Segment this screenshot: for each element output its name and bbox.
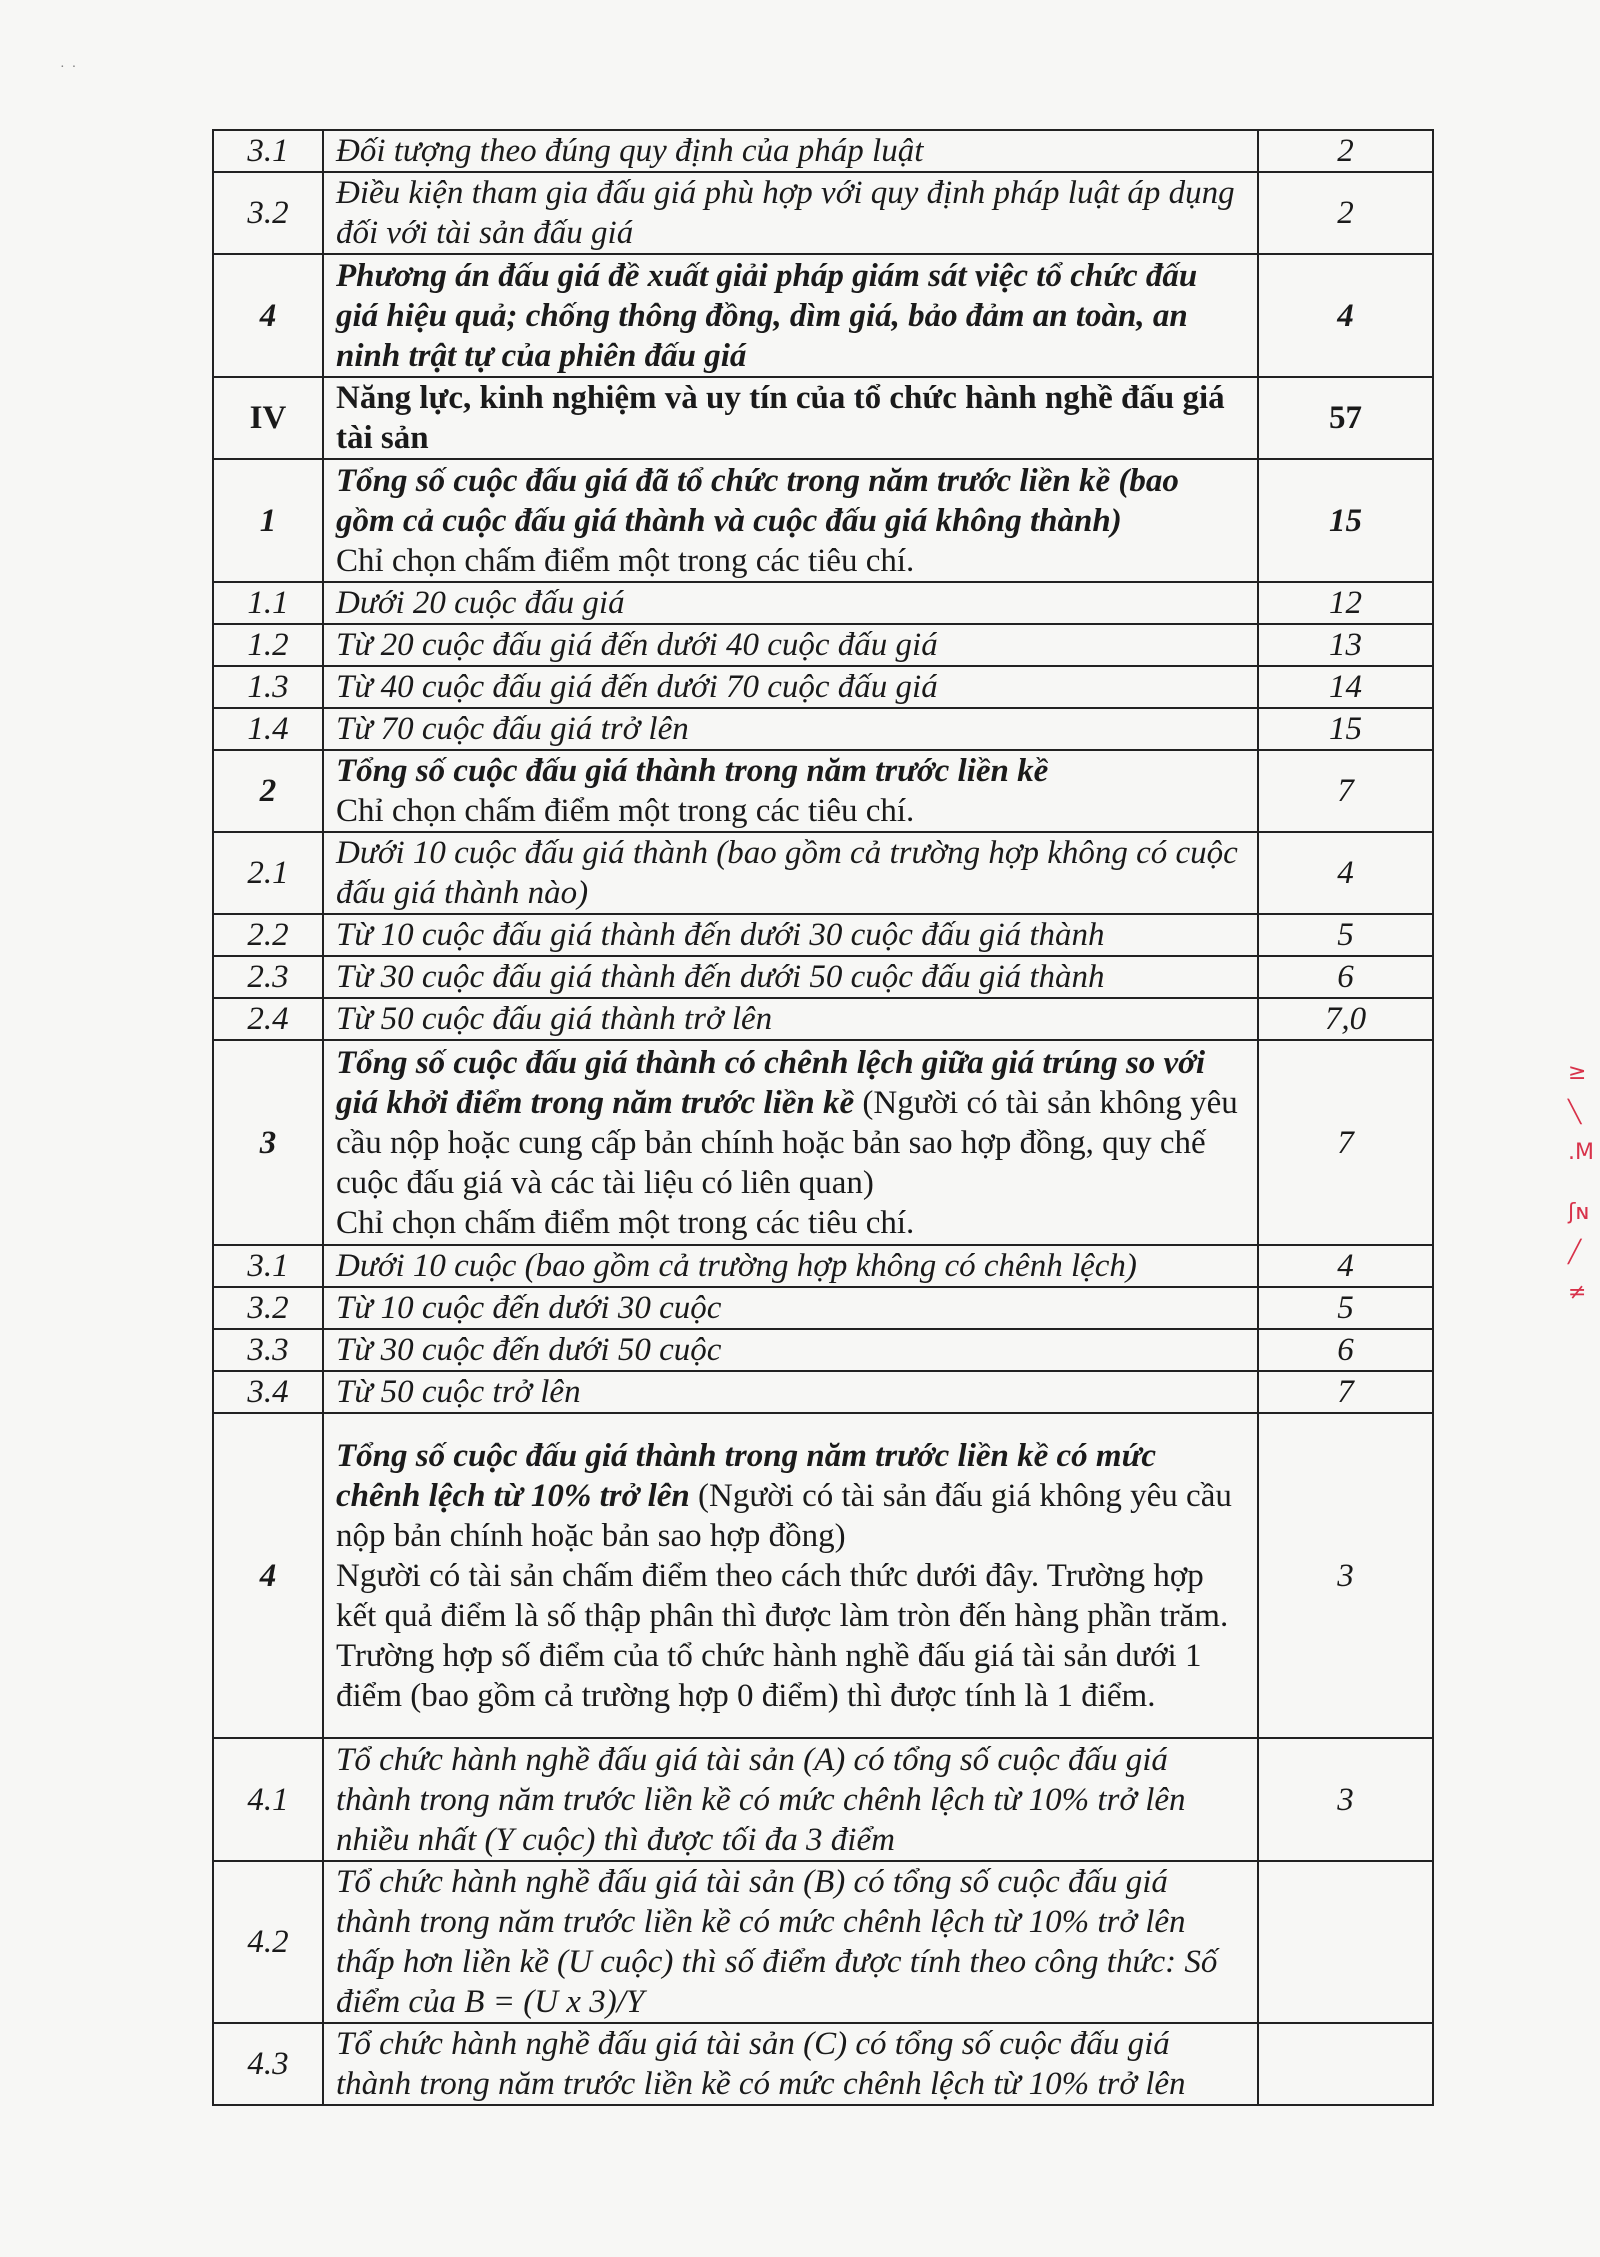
criterion-text: Từ 20 cuộc đấu giá đến dưới 40 cuộc đấu giá (323, 624, 1258, 666)
points-cell: 12 (1258, 582, 1433, 624)
scoring-criteria-table (212, 129, 1434, 2106)
criterion-heading: Tổng số cuộc đấu giá đã tổ chức trong năm trước liền kề (bao gồm cả cuộc đấu giá thành và cuộc đấu giá không thành) (336, 462, 1179, 539)
table-row (213, 172, 1433, 254)
criterion-text (323, 1040, 1258, 1245)
points-cell: 4 (1258, 254, 1433, 377)
section-title: Năng lực, kinh nghiệm và uy tín của tổ chức hành nghề đấu giá tài sản (323, 377, 1258, 459)
criterion-text: Từ 50 cuộc đấu giá thành trở lên (323, 998, 1258, 1040)
table-row (213, 914, 1433, 956)
points-cell: 15 (1258, 708, 1433, 750)
table-row (213, 1040, 1433, 1245)
criterion-text (323, 1413, 1258, 1738)
table-row (213, 832, 1433, 914)
row-number: 2.3 (213, 956, 323, 998)
table-row (213, 459, 1433, 582)
row-number: 4.2 (213, 1861, 323, 2023)
criterion-text: Dưới 20 cuộc đấu giá (323, 582, 1258, 624)
criterion-instruction: Chỉ chọn chấm điểm một trong các tiêu chí. (336, 1204, 915, 1241)
row-number: 1.2 (213, 624, 323, 666)
points-cell: 3 (1258, 1413, 1433, 1738)
points-cell: 6 (1258, 956, 1433, 998)
criterion-note: (Người có tài sản không yêu cầu nộp hoặc cung cấp bản chính hoặc bản sao hợp đồng, quy chế cuộc đấu giá và các tài liệu có liên quan) (336, 1084, 1238, 1201)
table-row (213, 1329, 1433, 1371)
points-cell: 7,0 (1258, 998, 1433, 1040)
row-number: 2 (213, 750, 323, 832)
row-number: 1.4 (213, 708, 323, 750)
table-row (213, 1245, 1433, 1287)
points-cell: 13 (1258, 624, 1433, 666)
criterion-text: Dưới 10 cuộc (bao gồm cả trường hợp không có chênh lệch) (323, 1245, 1258, 1287)
row-number: 3.4 (213, 1371, 323, 1413)
row-number: 3.2 (213, 1287, 323, 1329)
table-row (213, 377, 1433, 459)
criterion-text: Từ 30 cuộc đến dưới 50 cuộc (323, 1329, 1258, 1371)
points-cell: 2 (1258, 130, 1433, 172)
row-number: 2.1 (213, 832, 323, 914)
criterion-text: Tổ chức hành nghề đấu giá tài sản (B) có tổng số cuộc đấu giá thành trong năm trước liền kề có mức chênh lệch từ 10% trở lên thấp hơn liền kề (U cuộc) thì số điểm được tính theo công thức: Số điểm của B = (U x 3)/Y (323, 1861, 1258, 2023)
row-number: 3 (213, 1040, 323, 1245)
row-number: 4 (213, 254, 323, 377)
criterion-text: Từ 30 cuộc đấu giá thành đến dưới 50 cuộc đấu giá thành (323, 956, 1258, 998)
row-number: 4 (213, 1413, 323, 1738)
criterion-note: Chỉ chọn chấm điểm một trong các tiêu chí. (336, 793, 915, 829)
row-number: 1 (213, 459, 323, 582)
points-cell: 14 (1258, 666, 1433, 708)
criterion-text: Đối tượng theo đúng quy định của pháp luật (323, 130, 1258, 172)
criterion-heading: Tổng số cuộc đấu giá thành có chênh lệch giữa giá trúng so với giá khởi điểm trong năm trước liền kề (336, 1044, 1206, 1121)
row-number: 2.2 (213, 914, 323, 956)
criterion-text: Dưới 10 cuộc đấu giá thành (bao gồm cả trường hợp không có cuộc đấu giá thành nào) (323, 832, 1258, 914)
points-cell (1258, 1861, 1433, 2023)
row-number: 2.4 (213, 998, 323, 1040)
criterion-text: Từ 40 cuộc đấu giá đến dưới 70 cuộc đấu giá (323, 666, 1258, 708)
table-row (213, 254, 1433, 377)
points-cell: 4 (1258, 832, 1433, 914)
points-cell: 4 (1258, 1245, 1433, 1287)
criterion-heading: Tổng số cuộc đấu giá thành trong năm trước liền kề có mức chênh lệch từ 10% trở lên (336, 1437, 1156, 1514)
points-cell: 5 (1258, 1287, 1433, 1329)
criterion-text: Từ 70 cuộc đấu giá trở lên (323, 708, 1258, 750)
table-row (213, 1861, 1433, 2023)
points-cell (1258, 2023, 1433, 2105)
table-row (213, 130, 1433, 172)
criterion-text: Điều kiện tham gia đấu giá phù hợp với quy định pháp luật áp dụng đối với tài sản đấu giá (323, 172, 1258, 254)
table-row (213, 666, 1433, 708)
table-row (213, 624, 1433, 666)
criterion-text: Phương án đấu giá đề xuất giải pháp giám sát việc tổ chức đấu giá hiệu quả; chống thông đồng, dìm giá, bảo đảm an toàn, an ninh trật tự của phiên đấu giá (323, 254, 1258, 377)
section-number: IV (213, 377, 323, 459)
criterion-text: Tổ chức hành nghề đấu giá tài sản (C) có tổng số cuộc đấu giá thành trong năm trước liền kề có mức chênh lệch từ 10% trở lên (323, 2023, 1258, 2105)
table-row (213, 1413, 1433, 1738)
points-cell: 7 (1258, 750, 1433, 832)
row-number: 3.3 (213, 1329, 323, 1371)
criterion-text: Từ 50 cuộc trở lên (323, 1371, 1258, 1413)
criterion-note: Chỉ chọn chấm điểm một trong các tiêu chí. (336, 542, 915, 579)
criterion-text: Từ 10 cuộc đấu giá thành đến dưới 30 cuộc đấu giá thành (323, 914, 1258, 956)
points-cell: 2 (1258, 172, 1433, 254)
row-number: 1.3 (213, 666, 323, 708)
criterion-instruction: Người có tài sản chấm điểm theo cách thức dưới đây. Trường hợp kết quả điểm là số thập phân thì được làm tròn đến hàng phần trăm. Trường hợp số điểm của tổ chức hành nghề đấu giá tài sản dưới 1 điểm (bao gồm cả trường hợp 0 điểm) thì được tính là 1 điểm. (336, 1557, 1229, 1714)
row-number: 1.1 (213, 582, 323, 624)
row-number: 3.1 (213, 1245, 323, 1287)
row-number: 3.1 (213, 130, 323, 172)
table-row (213, 708, 1433, 750)
points-cell: 7 (1258, 1371, 1433, 1413)
table-row (213, 2023, 1433, 2105)
points-cell: 57 (1258, 377, 1433, 459)
scan-specks: · · (60, 60, 77, 75)
criterion-text (323, 459, 1258, 582)
points-cell: 5 (1258, 914, 1433, 956)
criterion-note: (Người có tài sản đấu giá không yêu cầu nộp bản chính hoặc bản sao hợp đồng) (336, 1477, 1232, 1554)
margin-pen-marks: ≥ ╲ .M ʃɴ ╱ ≠ (1568, 1060, 1594, 1305)
criterion-heading: Tổng số cuộc đấu giá thành trong năm trước liền kề (336, 753, 1049, 789)
points-cell: 3 (1258, 1738, 1433, 1861)
points-cell: 7 (1258, 1040, 1433, 1245)
table-row (213, 1738, 1433, 1861)
table-row (213, 582, 1433, 624)
row-number: 4.1 (213, 1738, 323, 1861)
table-row (213, 1371, 1433, 1413)
table-row (213, 998, 1433, 1040)
points-cell: 6 (1258, 1329, 1433, 1371)
criterion-text: Tổ chức hành nghề đấu giá tài sản (A) có tổng số cuộc đấu giá thành trong năm trước liền kề có mức chênh lệch từ 10% trở lên nhiều nhất (Y cuộc) thì được tối đa 3 điểm (323, 1738, 1258, 1861)
criterion-text (323, 750, 1258, 832)
table-row (213, 1287, 1433, 1329)
row-number: 3.2 (213, 172, 323, 254)
points-cell: 15 (1258, 459, 1433, 582)
table-row (213, 956, 1433, 998)
row-number: 4.3 (213, 2023, 323, 2105)
table-row (213, 750, 1433, 832)
criterion-text: Từ 10 cuộc đến dưới 30 cuộc (323, 1287, 1258, 1329)
